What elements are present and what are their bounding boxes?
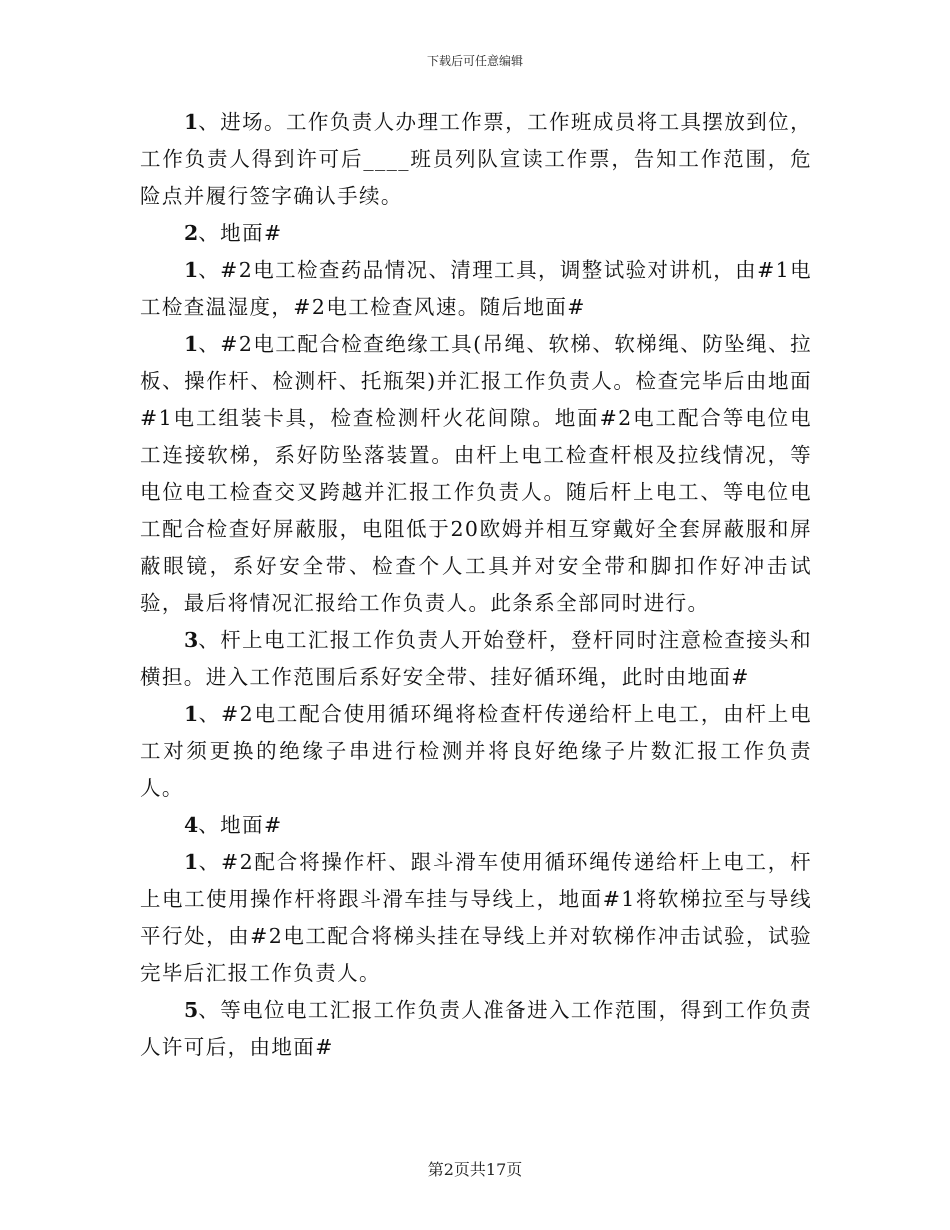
paragraph-4 <box>140 326 812 622</box>
paragraph-6 <box>140 696 812 807</box>
paragraph-number: 5 <box>184 998 199 1022</box>
paragraph-number: 1 <box>184 850 199 874</box>
paragraph-text: 、#2电工配合使用循环绳将检查杆传递给杆上电工，由杆上电工对须更换的绝缘子串进行检测并将良好绝缘子片数汇报工作负责人。 <box>140 702 812 800</box>
paragraph-text: 、杆上电工汇报工作负责人开始登杆，登杆同时注意检查接头和横担。进入工作范围后系好安全带、挂好循环绳，此时由地面# <box>140 628 812 689</box>
paragraph-2 <box>140 215 812 252</box>
paragraph-1 <box>140 104 812 215</box>
paragraph-5 <box>140 622 812 696</box>
page-footer: 第2页共17页 <box>427 1160 523 1179</box>
paragraph-text: 、地面# <box>198 813 283 837</box>
paragraph-number: 1 <box>184 332 199 356</box>
paragraph-text: 、#2配合将操作杆、跟斗滑车使用循环绳传递给杆上电工，杆上电工使用操作杆将跟斗滑车挂与导线上，地面#1将软梯拉至与导线平行处，由#2电工配合将梯头挂在导线上并对软梯作冲击试验，试验完毕后汇报工作负责人。 <box>140 850 812 985</box>
paragraph-text: 、进场。工作负责人办理工作票，工作班成员将工具摆放到位，工作负责人得到许可后____班员列队宣读工作票，告知工作范围，危险点并履行签字确认手续。 <box>140 110 812 208</box>
paragraph-number: 4 <box>184 813 199 837</box>
paragraph-3 <box>140 252 812 326</box>
paragraph-number: 3 <box>184 628 199 652</box>
paragraph-text: 、等电位电工汇报工作负责人准备进入工作范围，得到工作负责人许可后，由地面# <box>140 998 812 1059</box>
page-header: 下载后可任意编辑 <box>426 54 523 68</box>
paragraph-text: 、#2电工配合检查绝缘工具(吊绳、软梯、软梯绳、防坠绳、拉板、操作杆、检测杆、托瓶架)并汇报工作负责人。检查完毕后由地面#1电工组装卡具，检查检测杆火花间隙。地面#2电工配合等电位电工连接软梯，系好防坠落装置。由杆上电工检查杆根及拉线情况，等电位电工检查交叉跨越并汇报工作负责人。随后杆上电工、等电位电工配合检查好屏蔽服，电阻低于20欧姆并相互穿戴好全套屏蔽服和屏蔽眼镜，系好安全带、检查个人工具并对安全带和脚扣作好冲击试验，最后将情况汇报给工作负责人。此条系全部同时进行。 <box>140 332 812 615</box>
paragraph-number: 1 <box>184 702 199 726</box>
paragraph-text: 、#2电工检查药品情况、清理工具，调整试验对讲机，由#1电工检查温湿度，#2电工检查风速。随后地面# <box>140 258 812 319</box>
document-body <box>140 104 812 1066</box>
paragraph-9 <box>140 992 812 1066</box>
paragraph-8 <box>140 844 812 992</box>
paragraph-number: 1 <box>184 258 199 282</box>
paragraph-number: 1 <box>184 110 199 134</box>
paragraph-text: 、地面# <box>198 221 283 245</box>
paragraph-number: 2 <box>184 221 199 245</box>
paragraph-7 <box>140 807 812 844</box>
